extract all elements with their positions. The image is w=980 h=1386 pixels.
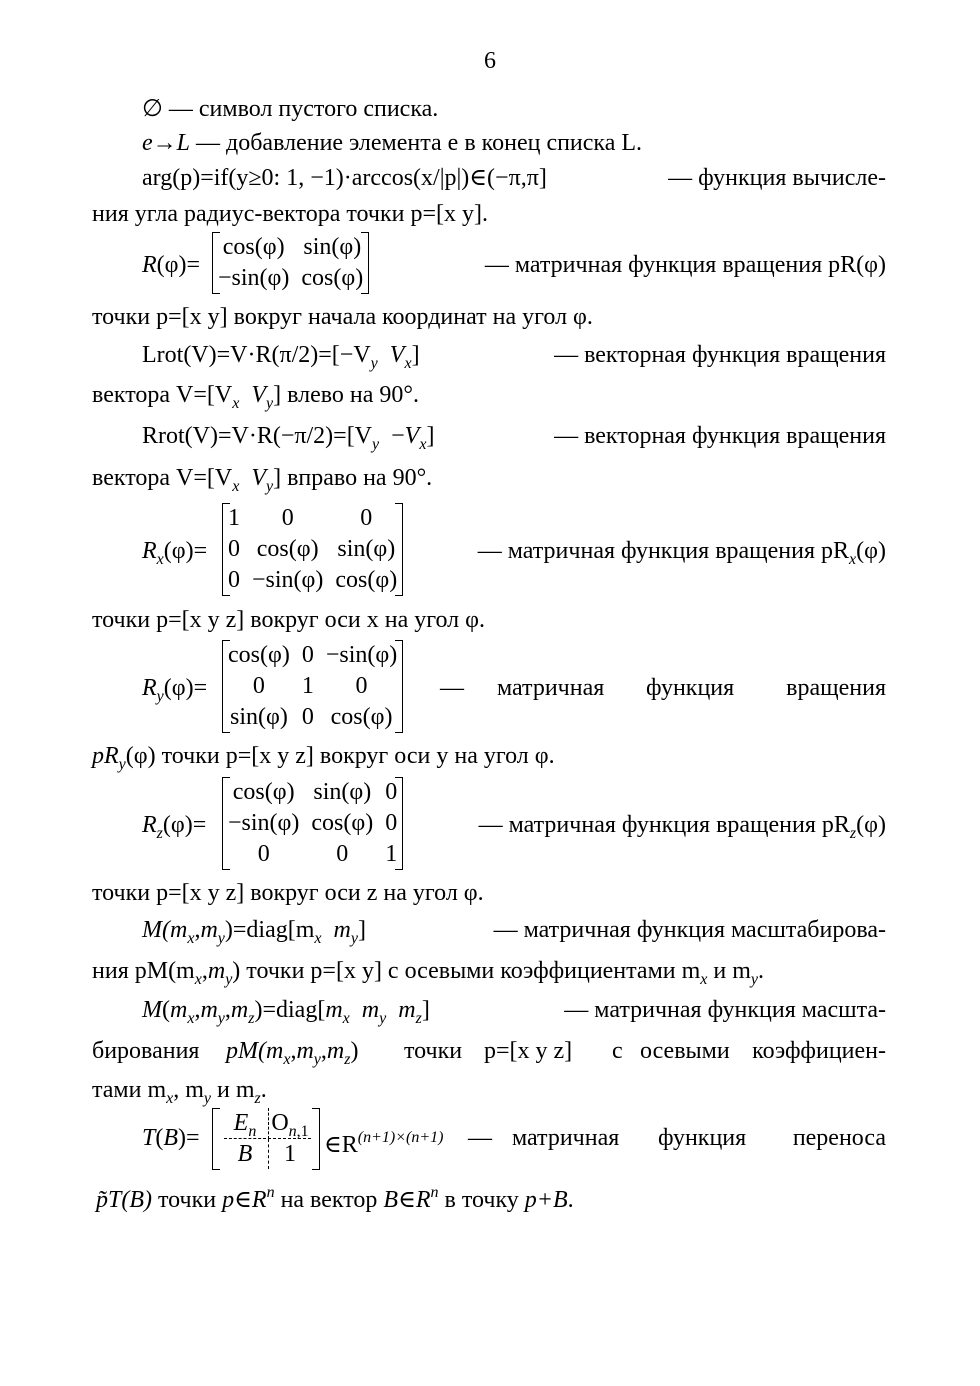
m-cell: 0	[252, 673, 265, 699]
scale3-word-3: с	[612, 1038, 623, 1064]
rx-matrix	[222, 503, 403, 596]
translate-word-1: матричная	[512, 1125, 620, 1151]
scale3-formula: $M(m_x,m_y,m_z)=diag[m_x$ $m_y$ $m_z$]	[142, 997, 430, 1027]
rot2d-text-1: — матричная функция вращения pR(φ)	[484, 252, 886, 278]
m-cell: cos(φ)	[232, 779, 295, 805]
scale3-point: p=[x y z]	[484, 1038, 573, 1064]
scale3-pm: $pM(m_x,m_y,m_z)$	[226, 1038, 359, 1068]
translate-dash: —	[468, 1125, 492, 1151]
m-cell: 0	[385, 810, 398, 836]
m-cell: 0	[385, 779, 398, 805]
rot2d-text-2: точки p=[x y] вокруг начала координат на угол φ.	[92, 304, 593, 330]
empty-list-text: — символ пустого списка.	[168, 96, 439, 122]
lrot-text-1: — векторная функция вращения	[554, 342, 886, 368]
m-cell: 0	[257, 841, 270, 867]
rrot-text-2: вектора $V=[V_x$ $V_y$] вправо на 90°.	[92, 465, 433, 495]
m-cell: −sin(φ)	[325, 642, 398, 668]
m-cell: cos(φ)	[228, 642, 290, 668]
scale3-text-3: тами $m_x$, $m_y$ и $m_z$.	[92, 1077, 267, 1107]
rx-text-1: — матричная функция вращения $pR_x(\varphi)$	[477, 538, 886, 568]
rz-matrix	[222, 777, 403, 870]
arg-text-2: ния угла радиус-вектора точки p=[x y].	[92, 201, 488, 227]
arg-text-1: — функция вычисле-	[668, 165, 886, 191]
translate-text-2: p̃T(B) точки $p\in R^n$ на вектор $B\in R^n$ в точку p+B.	[96, 1184, 574, 1213]
page-number: 6	[484, 48, 496, 74]
m-cell: −sin(φ)	[218, 265, 290, 291]
m-cell: 0	[281, 505, 294, 531]
rz-text-2: точки p=[x y z] вокруг оси z на угол φ.	[92, 880, 484, 906]
scale3-word-1: бирования	[92, 1038, 200, 1064]
rrot-text-1: — векторная функция вращения	[554, 423, 886, 449]
scale3-word-4: осевыми	[640, 1038, 730, 1064]
m-cell: B	[237, 1141, 253, 1167]
rot2d-lhs: R(φ)=	[142, 252, 201, 278]
lrot-formula: $Lrot(V)=V\cdot R(\pi/2)=[-V_y$ $V_x$]	[142, 342, 420, 372]
scale3-word-5: коэффициен-	[752, 1038, 886, 1064]
append-formula: e→L	[142, 130, 190, 156]
empty-set-symbol: ∅	[142, 96, 163, 122]
m-cell: sin(φ)	[313, 779, 372, 805]
m-cell: 0	[228, 536, 240, 562]
m-cell: 0	[355, 673, 368, 699]
m-cell: cos(φ)	[335, 567, 398, 593]
scale3-word-2: точки	[404, 1038, 463, 1064]
append-line	[142, 128, 642, 158]
rz-text-1: — матричная функция вращения $pR_z(\varphi)$	[478, 812, 886, 842]
m-cell: 1	[228, 505, 240, 531]
m-cell: 0	[336, 841, 349, 867]
m-cell: cos(φ)	[330, 704, 393, 730]
m-cell: cos(φ)	[311, 810, 374, 836]
ry-text-2: $pR_y(\varphi)$ точки p=[x y z] вокруг оси y на угол φ.	[92, 743, 555, 773]
arg-formula: arg(p)=if(y≥0: 1, −1)·arccos(x/|p|)∈(−π,π]	[142, 165, 547, 191]
translate-set: $\in R^{(n+1)\times(n+1)}$	[324, 1129, 444, 1158]
m-cell: sin(φ)	[303, 234, 362, 260]
m-cell: 1	[301, 673, 314, 699]
m-cell: sin(φ)	[337, 536, 396, 562]
m-cell: 0	[360, 505, 373, 531]
scale2-text-2: ния $pM(m_x,m_y)$ точки p=[x y] с осевыми коэффициентами $m_x$ и $m_y$.	[92, 958, 765, 988]
empty-list-line	[142, 94, 438, 124]
m-cell: cos(φ)	[256, 536, 319, 562]
translate-lhs: T(B)=	[142, 1125, 200, 1151]
scale2-formula: $M(m_x,m_y)=diag[m_x$ $m_y$]	[142, 917, 366, 947]
m-cell: −sin(φ)	[252, 567, 324, 593]
m-cell: 1	[284, 1141, 296, 1167]
m-cell: E	[233, 1110, 249, 1136]
ry-word-1: матричная	[497, 675, 605, 701]
m-cell: sin(φ)	[229, 704, 288, 730]
m-cell: 1	[385, 841, 398, 867]
m-cell: 0	[228, 567, 240, 593]
append-text: — добавление элемента e в конец списка L.	[196, 130, 643, 156]
ry-lhs: $R_y(\varphi)=$	[142, 675, 208, 705]
rx-lhs: $R_x(\varphi)=$	[142, 538, 208, 568]
scale3-text-1: — матричная функция масшта-	[564, 997, 886, 1023]
m-cell: 0	[301, 704, 314, 730]
translate-word-3: переноса	[792, 1125, 886, 1151]
scale2-text-1: — матричная функция масштабирова-	[493, 917, 886, 943]
rrot-formula: $Rrot(V)=V\cdot R(-\pi/2)=[V_y -V_x]$	[142, 423, 435, 453]
ry-dash: —	[440, 675, 464, 701]
ry-word-3: вращения	[786, 675, 886, 701]
m-cell: 0	[301, 642, 314, 668]
m-cell: cos(φ)	[301, 265, 364, 291]
translate-word-2: функция	[658, 1125, 747, 1151]
rz-lhs: $R_z(\varphi)=$	[142, 812, 207, 842]
m-cell: −sin(φ)	[228, 810, 300, 836]
lrot-text-2: вектора $V=[V_x$ $V_y$] влево на 90°.	[92, 382, 419, 412]
m-cell: O	[271, 1110, 289, 1136]
translate-matrix: $E_n$ $O_{n,1}$ B 1	[212, 1108, 320, 1170]
ry-matrix	[222, 640, 403, 733]
rot2d-matrix	[212, 232, 369, 294]
rx-text-2: точки p=[x y z] вокруг оси x на угол φ.	[92, 607, 485, 633]
m-cell: cos(φ)	[222, 234, 285, 260]
ry-word-2: функция	[646, 675, 735, 701]
